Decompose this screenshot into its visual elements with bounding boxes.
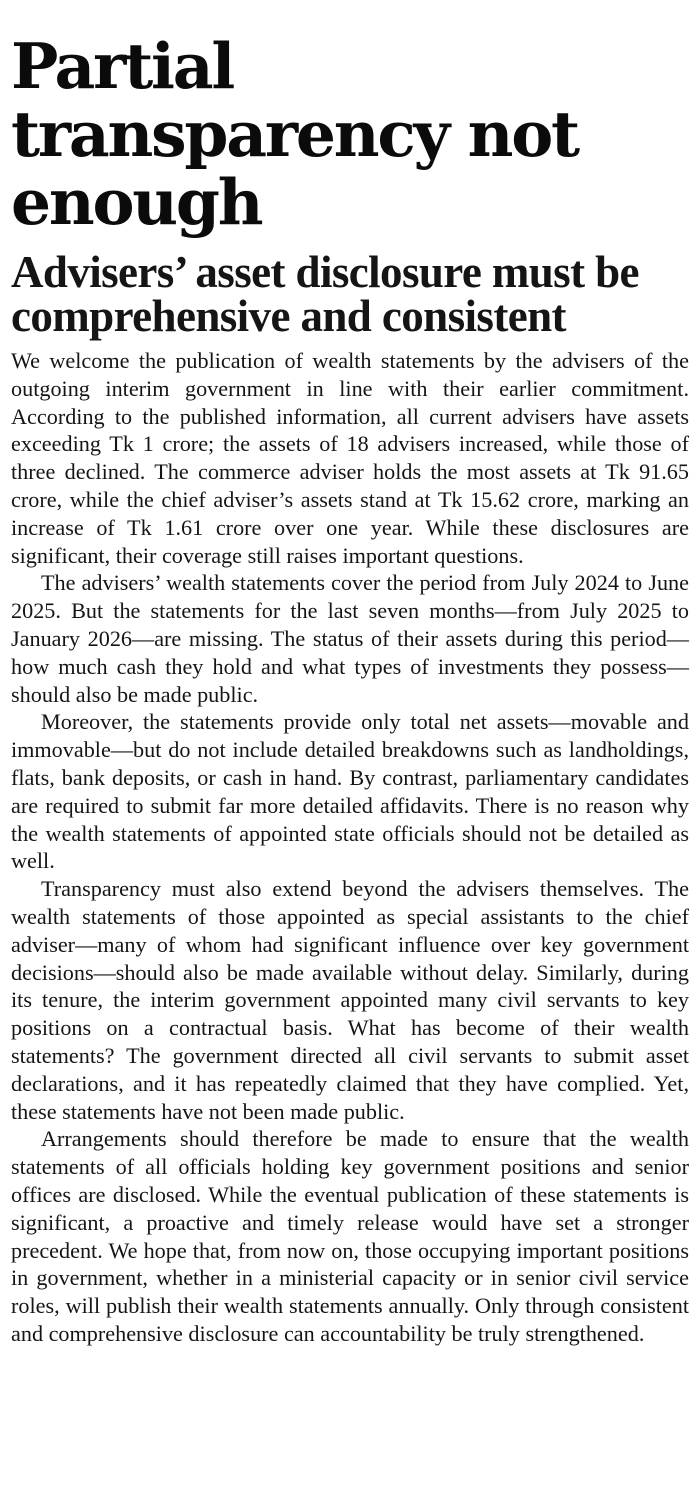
paragraph-1: We welcome the publication of wealth statements by the advisers of the outgoing interim government in line with their earlier commitment. According to the published information, all current advisers have assets exceeding Tk 1 crore; the assets of 18 advisers increased, while those of three declined. The commerce adviser holds the most assets at Tk 91.65 crore, while the chief adviser’s assets stand at Tk 15.62 crore, marking an increase of Tk 1.61 crore over one year. While these disclosures are significant, their coverage still raises important questions. <box>11 348 689 568</box>
article-body <box>11 347 689 1348</box>
editorial-article <box>11 0 689 1348</box>
paragraph-2: The advisers’ wealth statements cover the period from July 2024 to June 2025. But the statements for the last seven months—from July 2025 to January 2026—are missing. The status of their assets during this period—how much cash they hold and what types of investments they possess—should also be made public. <box>11 570 689 707</box>
subheadline: Advisers’ asset disclosure must be comprehensive and consistent <box>11 247 639 341</box>
paragraph-5: Arrangements should therefore be made to ensure that the wealth statements of all officials holding key government positions and senior offices are disclosed. While the eventual publication of these statements is significant, a proactive and timely release would have set a stronger precedent. We hope that, from now on, those occupying important positions in government, whether in a ministerial capacity or in senior civil service roles, will publish their wealth statements annually. Only through consistent and comprehensive disclosure can accountability be truly strengthened. <box>11 1126 689 1346</box>
paragraph-4: Transparency must also extend beyond the advisers themselves. The wealth statements of those appointed as special assistants to the chief adviser—many of whom had significant influence over key government decisions—should also be made available without delay. Similarly, during its tenure, the interim government appointed many civil servants to key positions on a contractual basis. What has become of their wealth statements? The government directed all civil servants to submit asset declarations, and it has repeatedly claimed that they have complied. Yet, these statements have not been made public. <box>11 876 689 1124</box>
paragraph-3: Moreover, the statements provide only total net assets—movable and immovable—but do not include detailed breakdowns such as landholdings, flats, bank deposits, or cash in hand. By contrast, parliamentary candidates are required to submit far more detailed affidavits. There is no reason why the wealth statements of appointed state officials should not be detailed as well. <box>11 709 689 874</box>
headline: Partial transparency not enough <box>11 29 578 239</box>
